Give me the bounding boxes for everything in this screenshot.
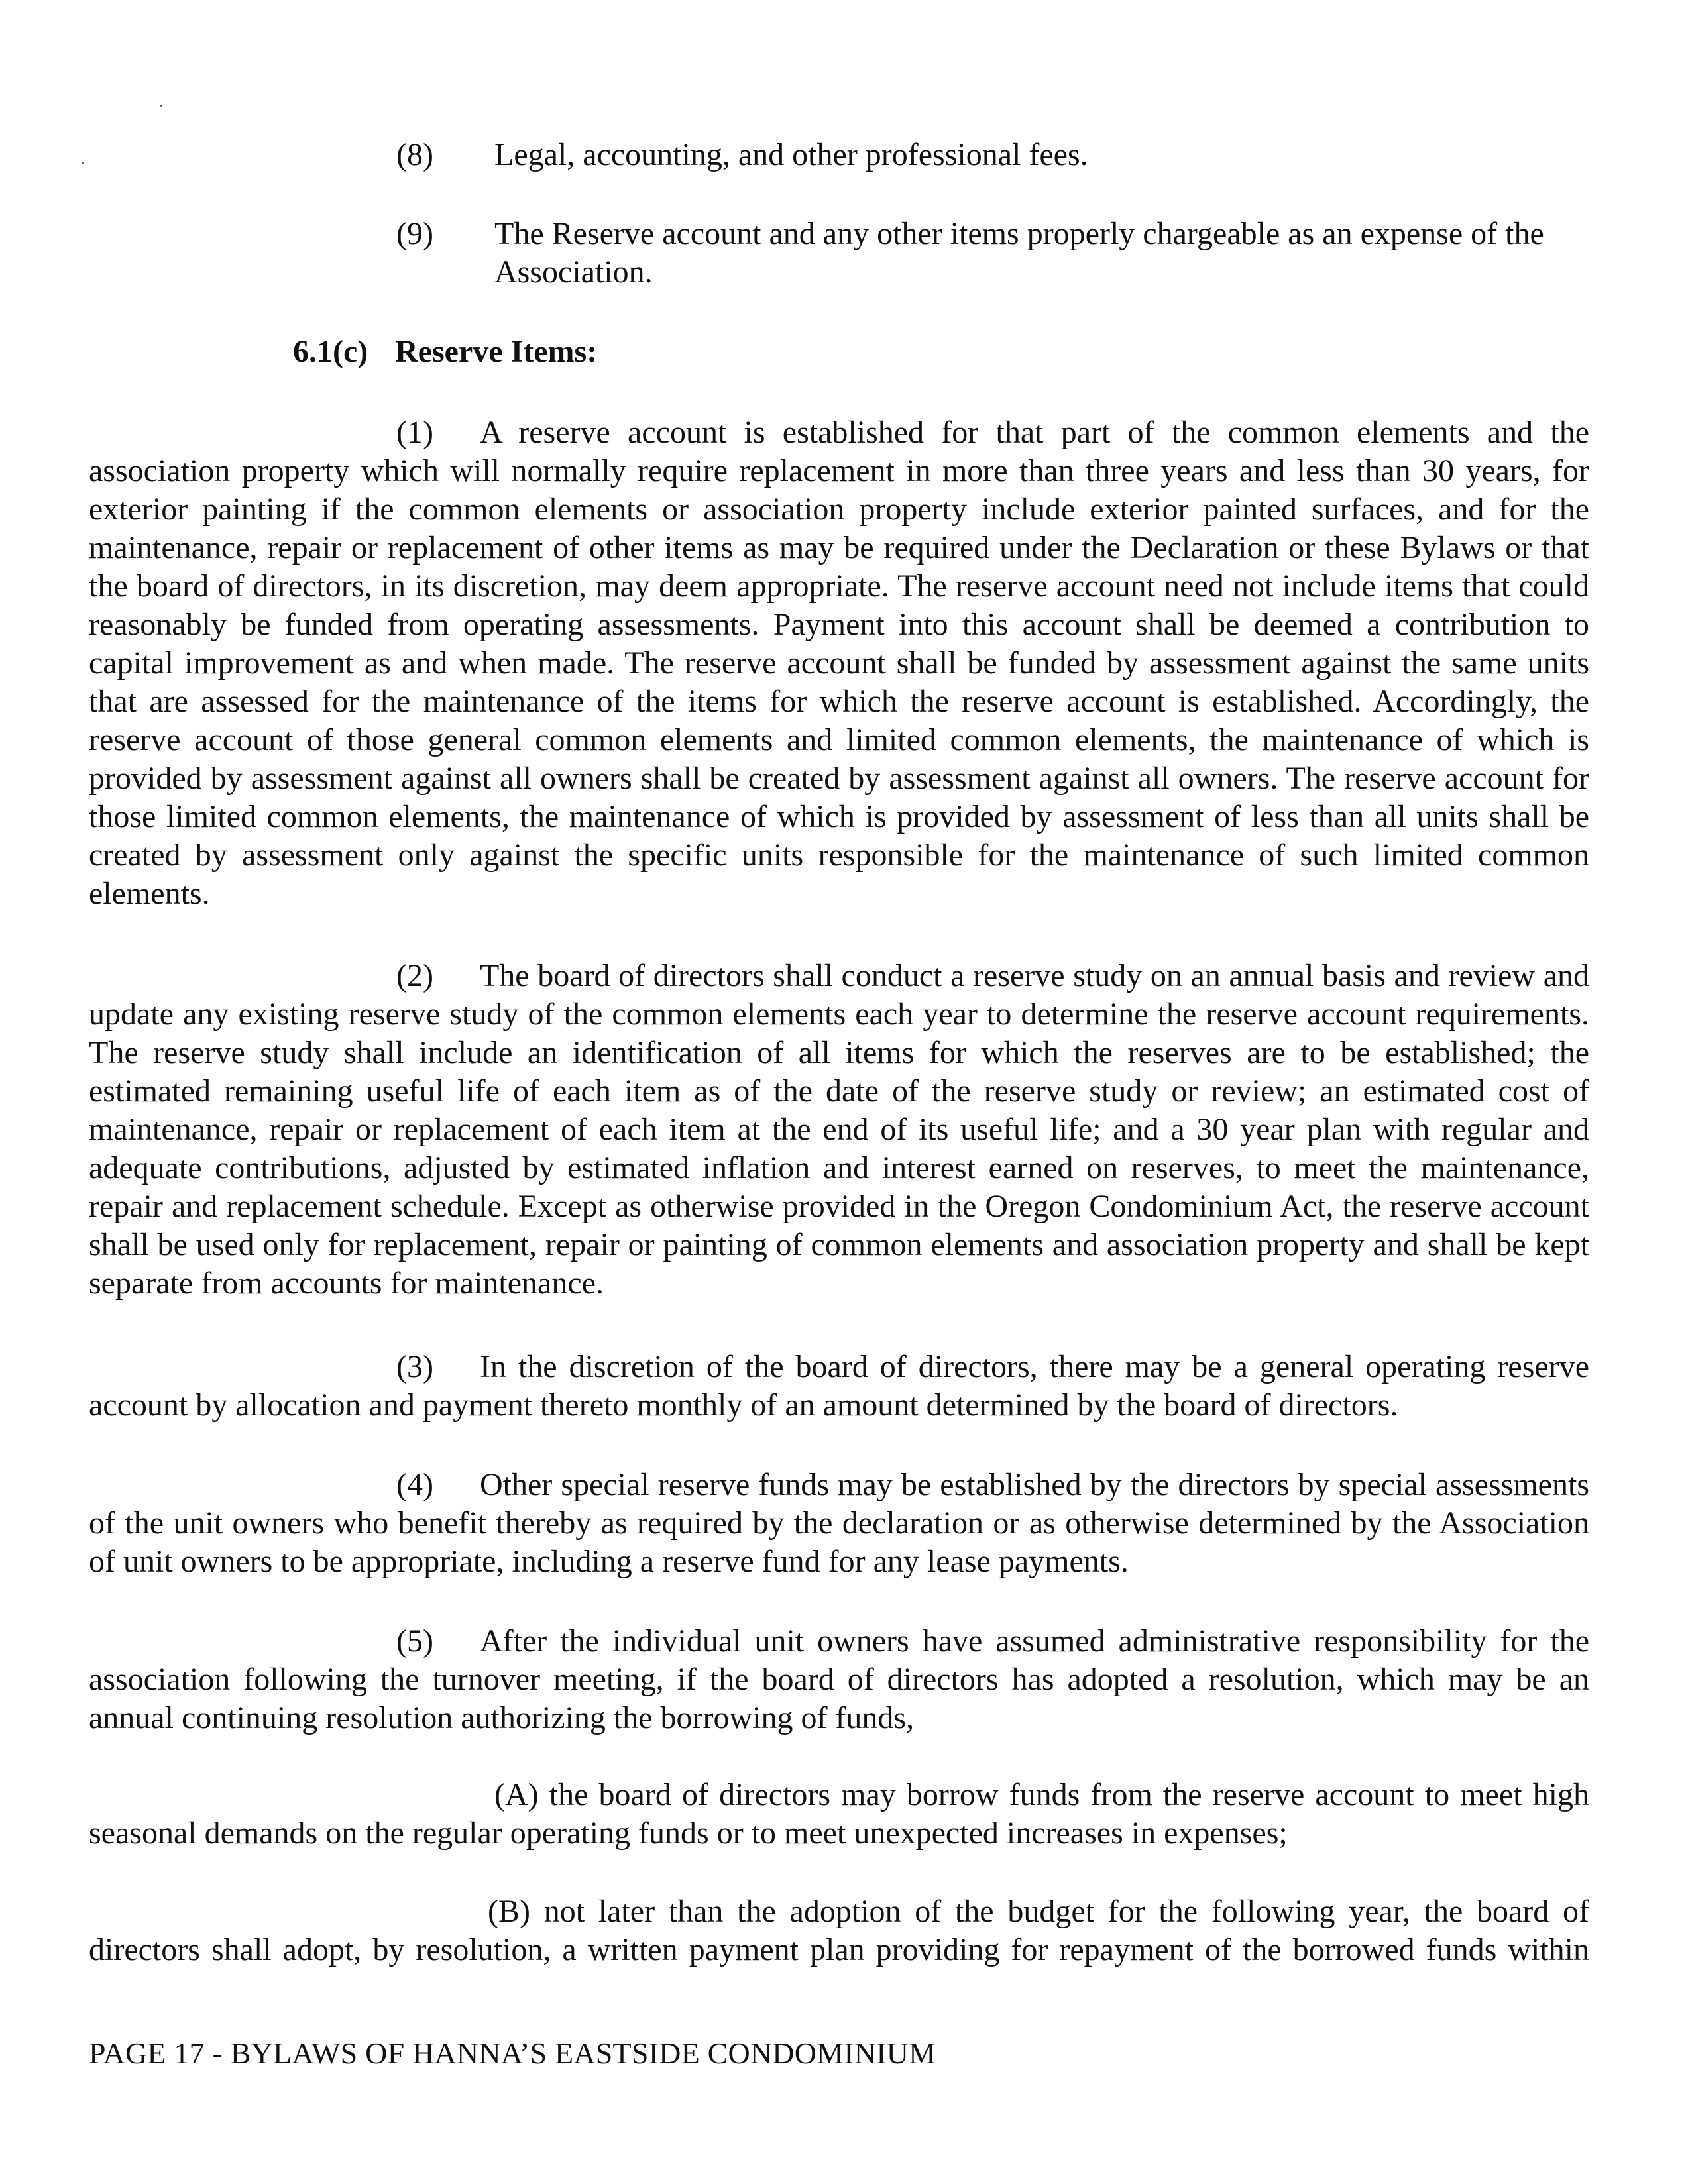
paragraph-text: The board of directors shall conduct a reserve study on an annual basis and review and update any existing reserve study of the common elements each year to determine the reserve account requirements. The reserve study shall include an identification of all items for which the reserves are to be established; the estimated remaining useful life of each item as of the date of the reserve study or review; an estimated cost of maintenance, repair or replacement of each item at the end of its useful life; and a 30 year plan with regular and adequate contributions, adjusted by estimated inflation and interest earned on reserves, to meet the maintenance, repair and replacement schedule. Except as otherwise provided in the Oregon Condominium Act, the reserve account shall be used only for replacement, repair or painting of common elements and association property and shall be kept separate from accounts for maintenance. — [89, 958, 1589, 1301]
page-footer: PAGE 17 - BYLAWS OF HANNA’S EASTSIDE CONDOMINIUM — [89, 2036, 936, 2070]
list-item-text: The Reserve account and any other items properly chargeable as an expense of the Association. — [494, 216, 1544, 290]
subparagraph-b: (B) not later than the adoption of the budget for the following year, the board of directors shall adopt, by resolution, a written payment plan providing for repayment of the borrowed funds within — [89, 1894, 1589, 1967]
scan-speck — [160, 105, 162, 107]
paragraph-number: (5) — [396, 1623, 433, 1659]
paragraph-2 — [89, 957, 1589, 1303]
paragraph-text: A reserve account is established for that part of the common elements and the association property which will normally require replacement in more than three years and less than 30 years, for exterior painting if the common elements or association property include exterior painted surfaces, and for the maintenance, repair or replacement of other items as may be required under the Declaration or these Bylaws or that the board of directors, in its discretion, may deem appropriate. The reserve account need not include items that could reasonably be funded from operating assessments. Payment into this account shall be deemed a contribution to capital improvement as and when made. The reserve account shall be funded by assessment against the same units that are assessed for the maintenance of the items for which the reserve account is established. Accordingly, the reserve account of those general common elements and limited common elements, the maintenance of which is provided by assessment against all owners shall be created by assessment against all owners. The reserve account for those limited common elements, the maintenance of which is provided by assessment of less than all units shall be created by assessment only against the specific units responsible for the maintenance of such limited common elements. — [89, 415, 1589, 911]
paragraph-text: In the discretion of the board of directors, there may be a general operating reserve account by allocation and payment thereto monthly of an amount determined by the board of directors. — [89, 1349, 1589, 1423]
list-item-number: (8) — [396, 137, 433, 172]
paragraph-3 — [89, 1348, 1589, 1425]
paragraph-number: (4) — [396, 1467, 433, 1502]
paragraph-text: After the individual unit owners have assumed administrative responsibility for the association following the turnover meeting, if the board of directors has adopted a resolution, which may be an annual continuing resolution authorizing the borrowing of funds, — [89, 1623, 1589, 1735]
list-item-text: Legal, accounting, and other professional fees. — [494, 137, 1088, 172]
paragraph-1 — [89, 413, 1589, 913]
paragraph-number: (1) — [396, 415, 433, 450]
scan-speck — [82, 162, 84, 164]
subparagraph-a: (A) the board of directors may borrow funds from the reserve account to meet high seasonal demands on the regular operating funds or to meet unexpected increases in expenses; — [89, 1777, 1589, 1851]
paragraph-number: (3) — [396, 1349, 433, 1384]
paragraph-5 — [89, 1622, 1589, 1737]
section-number: 6.1(c) — [293, 334, 368, 369]
list-item-number: (9) — [396, 216, 433, 251]
paragraph-number: (2) — [396, 958, 433, 993]
paragraph-text: Other special reserve funds may be established by the directors by special assessments of the unit owners who benefit thereby as required by the declaration or as otherwise determined by the Association of unit owners to be appropriate, including a reserve fund for any lease payments. — [89, 1467, 1589, 1579]
section-title: Reserve Items: — [395, 334, 598, 369]
paragraph-4 — [89, 1466, 1589, 1581]
